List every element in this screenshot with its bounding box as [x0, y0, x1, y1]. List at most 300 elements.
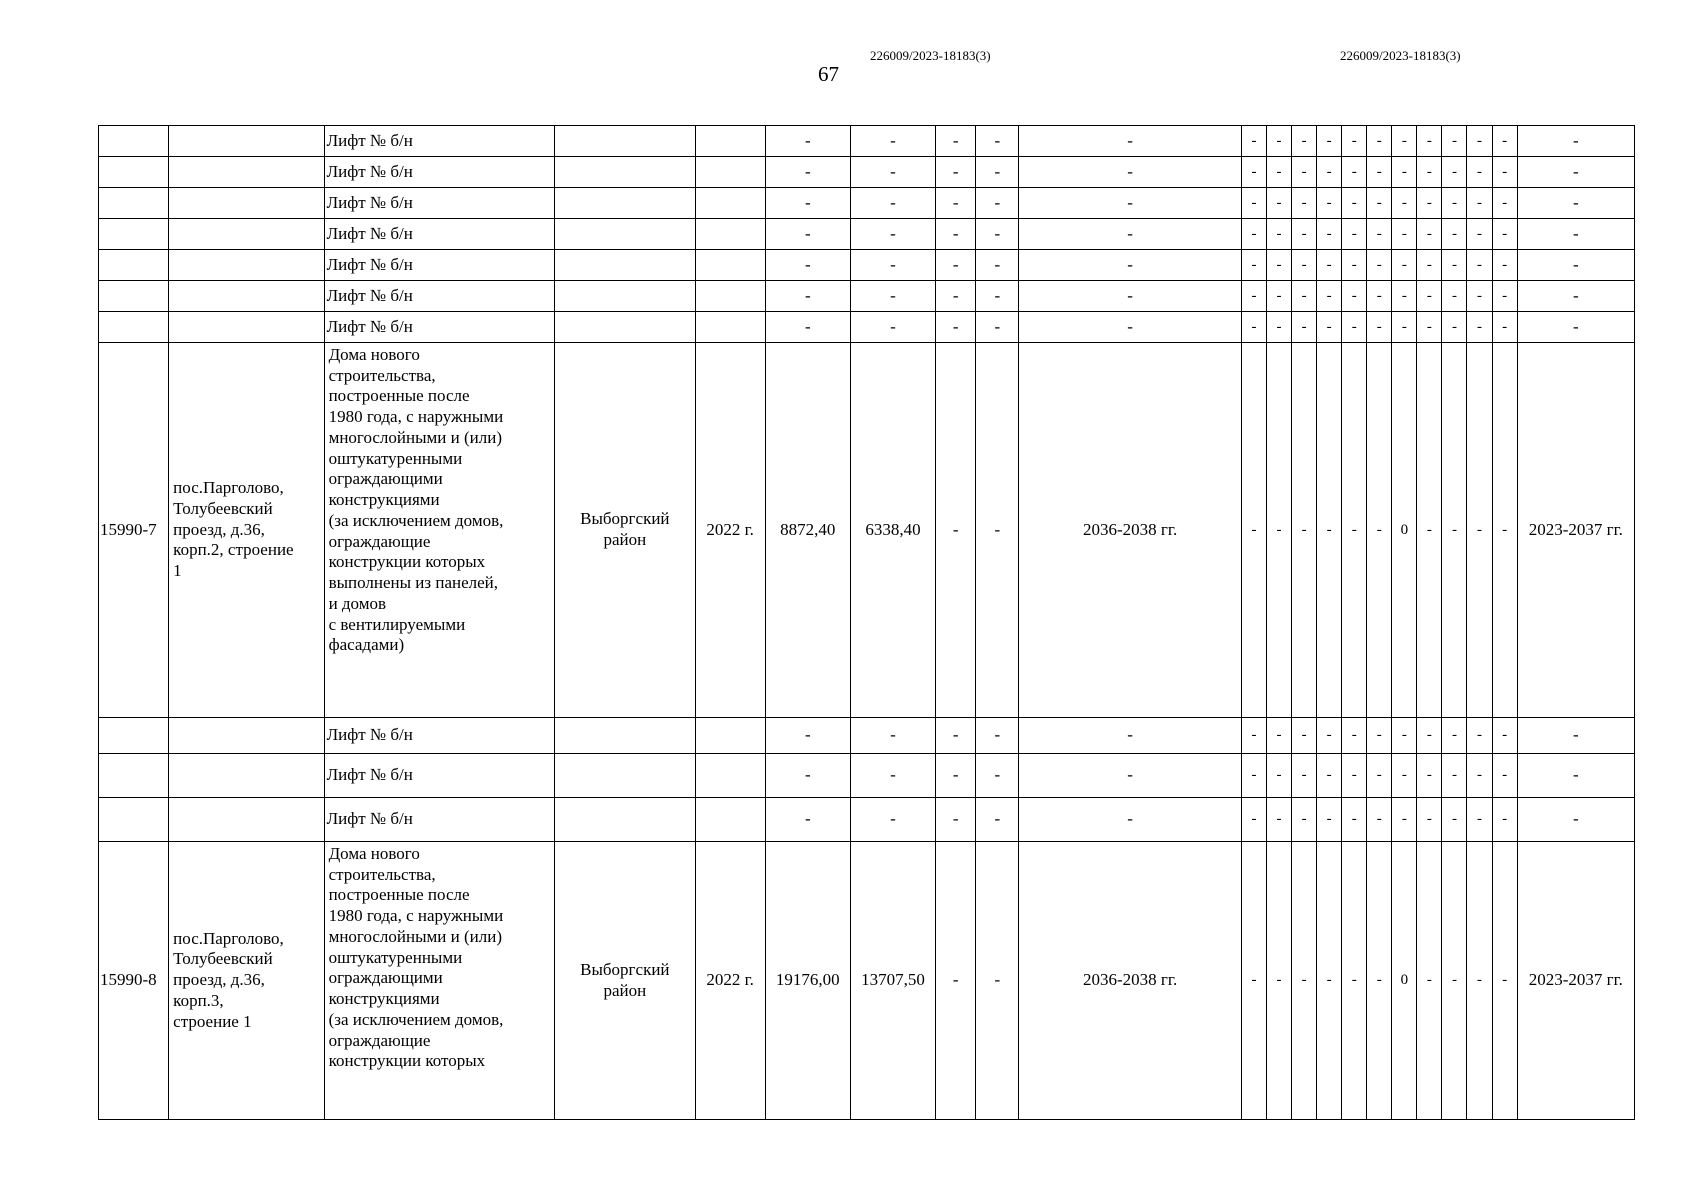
flag-cell: -: [1392, 126, 1417, 157]
area-total-cell: -: [765, 718, 850, 754]
district-cell: [555, 250, 695, 281]
area-living-cell: -: [850, 312, 935, 343]
lift-row: [99, 188, 1635, 219]
flag-cell: -: [1342, 718, 1367, 754]
id-cell: [99, 754, 169, 798]
col-d-cell: -: [976, 798, 1019, 842]
lift-row: [99, 718, 1635, 754]
area-total-cell: -: [765, 188, 850, 219]
flag-cell: -: [1292, 188, 1317, 219]
flag-cell: -: [1317, 842, 1342, 1120]
building-row: [99, 343, 1635, 718]
flag-cell: -: [1342, 219, 1367, 250]
lift-label: Лифт № б/н: [324, 718, 555, 754]
flag-cell: -: [1492, 281, 1517, 312]
flag-cell: -: [1367, 126, 1392, 157]
flag-cell: -: [1492, 312, 1517, 343]
flag-cell: -: [1317, 250, 1342, 281]
address-cell: [169, 754, 324, 798]
flag-cell: -: [1417, 312, 1442, 343]
id-cell: [99, 798, 169, 842]
flag-cell: -: [1241, 126, 1266, 157]
house-type-line: конструкции которых: [328, 1051, 486, 1071]
area-living-cell: -: [850, 281, 935, 312]
flag-cell: -: [1342, 250, 1367, 281]
flag-cell: -: [1342, 126, 1367, 157]
col-d-cell: -: [976, 718, 1019, 754]
range-cell: 2036-2038 гг.: [1019, 343, 1242, 718]
area-total-cell: -: [765, 312, 850, 343]
col-c-cell: -: [936, 219, 976, 250]
address-line: 1: [173, 561, 182, 581]
flag-cell: -: [1442, 798, 1467, 842]
house-type-line: конструкциями: [328, 490, 440, 510]
range-cell: -: [1019, 126, 1242, 157]
address-line: строение 1: [173, 1011, 252, 1031]
flag-cell: -: [1292, 126, 1317, 157]
flag-cell: -: [1241, 754, 1266, 798]
flag-cell: -: [1467, 343, 1492, 718]
flag-cell: -: [1442, 250, 1467, 281]
register-table-body: [99, 126, 1635, 1120]
range-cell: -: [1019, 798, 1242, 842]
flag-cell: -: [1317, 718, 1342, 754]
year-cell: [695, 126, 765, 157]
flag-cell: -: [1241, 312, 1266, 343]
district-cell: [555, 188, 695, 219]
year-cell: [695, 250, 765, 281]
flag-cell: -: [1417, 126, 1442, 157]
address-line: пос.Парголово,: [173, 928, 284, 948]
year-cell: [695, 281, 765, 312]
col-c-cell: -: [936, 718, 976, 754]
range-cell: -: [1019, 718, 1242, 754]
flag-cell: -: [1417, 281, 1442, 312]
flag-cell: -: [1266, 718, 1291, 754]
lift-label: Лифт № б/н: [324, 798, 555, 842]
flag-cell: -: [1417, 219, 1442, 250]
house-type-line: конструкции которых: [328, 552, 486, 572]
col-c-cell: -: [936, 188, 976, 219]
flag-cell: -: [1266, 250, 1291, 281]
flag-cell: -: [1367, 312, 1392, 343]
col-d-cell: -: [976, 188, 1019, 219]
col-d-cell: -: [976, 250, 1019, 281]
flag-cell: -: [1367, 798, 1392, 842]
flag-cell: -: [1467, 754, 1492, 798]
flag-cell: -: [1342, 754, 1367, 798]
flag-cell: -: [1241, 798, 1266, 842]
district-cell: [555, 842, 695, 1120]
area-living-cell: -: [850, 250, 935, 281]
flag-cell: -: [1317, 219, 1342, 250]
flag-cell: -: [1392, 754, 1417, 798]
flag-cell: -: [1467, 798, 1492, 842]
flag-cell: -: [1417, 157, 1442, 188]
flag-cell: -: [1492, 188, 1517, 219]
period-cell: 2023-2037 гг.: [1517, 343, 1634, 718]
flag-cell: -: [1317, 312, 1342, 343]
flag-cell: -: [1266, 798, 1291, 842]
range-cell: -: [1019, 188, 1242, 219]
flag-cell: -: [1492, 798, 1517, 842]
flag-cell: -: [1292, 219, 1317, 250]
flag-cell: -: [1467, 312, 1492, 343]
flag-cell: -: [1266, 126, 1291, 157]
flag-cell: -: [1442, 281, 1467, 312]
lift-row: [99, 157, 1635, 188]
flag-cell: -: [1367, 343, 1392, 718]
building-address: [169, 842, 324, 1120]
address-cell: [169, 188, 324, 219]
id-cell: [99, 188, 169, 219]
lift-label: Лифт № б/н: [324, 157, 555, 188]
flag-cell: -: [1317, 126, 1342, 157]
flag-cell: -: [1317, 343, 1342, 718]
col-d-cell: -: [976, 219, 1019, 250]
id-cell: [99, 157, 169, 188]
house-type-line: конструкциями: [328, 989, 440, 1009]
flag-cell: -: [1266, 219, 1291, 250]
address-line: пос.Парголово,: [173, 478, 284, 498]
address-line: проезд, д.36,: [173, 519, 265, 539]
period-cell: -: [1517, 754, 1634, 798]
flag-cell: -: [1317, 754, 1342, 798]
flag-cell: -: [1442, 188, 1467, 219]
flag-cell: -: [1492, 842, 1517, 1120]
period-cell: -: [1517, 281, 1634, 312]
area-total-cell: -: [765, 157, 850, 188]
year-cell: 2022 г.: [695, 842, 765, 1120]
period-cell: -: [1517, 157, 1634, 188]
house-type-line: (за исключением домов,: [328, 1009, 504, 1029]
address-line: корп.2, строение: [173, 540, 294, 560]
flag-cell: -: [1467, 126, 1492, 157]
house-type-line: (за исключением домов,: [328, 510, 504, 530]
col-d-cell: -: [976, 312, 1019, 343]
flag-cell: -: [1467, 219, 1492, 250]
period-cell: 2023-2037 гг.: [1517, 842, 1634, 1120]
address-cell: [169, 250, 324, 281]
house-type-line: Дома нового: [328, 345, 420, 364]
flag-cell: -: [1392, 219, 1417, 250]
address-line: проезд, д.36,: [173, 970, 265, 990]
area-living-cell: -: [850, 718, 935, 754]
range-cell: 2036-2038 гг.: [1019, 842, 1242, 1120]
flag-cell: -: [1241, 343, 1266, 718]
flag-cell: -: [1467, 718, 1492, 754]
period-cell: -: [1517, 188, 1634, 219]
flag-cell: -: [1241, 219, 1266, 250]
house-type-line: фасадами): [328, 635, 405, 655]
flag-cell: -: [1467, 188, 1492, 219]
flag-cell: -: [1442, 718, 1467, 754]
id-cell: [99, 718, 169, 754]
address-cell: [169, 312, 324, 343]
flag-cell: -: [1317, 798, 1342, 842]
flag-cell: -: [1317, 188, 1342, 219]
flag-cell: -: [1392, 250, 1417, 281]
lift-row: [99, 798, 1635, 842]
house-type-line: многослойными и (или): [328, 926, 502, 946]
flag-cell: -: [1417, 188, 1442, 219]
lift-row: [99, 754, 1635, 798]
flag-cell: -: [1392, 312, 1417, 343]
id-cell: [99, 250, 169, 281]
flag-cell: -: [1367, 157, 1392, 188]
house-type-line: 1980 года, с наружными: [328, 407, 504, 427]
address-line: Толубеевский: [173, 949, 273, 969]
flag-cell: -: [1442, 157, 1467, 188]
area-living-cell: -: [850, 798, 935, 842]
building-id: 15990-7: [99, 343, 169, 718]
area-total-cell: 19176,00: [765, 842, 850, 1120]
district-cell: [555, 312, 695, 343]
address-cell: [169, 126, 324, 157]
flag-cell: -: [1342, 281, 1367, 312]
flag-cell: -: [1442, 754, 1467, 798]
flag-cell: -: [1241, 157, 1266, 188]
year-cell: 2022 г.: [695, 343, 765, 718]
page-number: 67: [818, 62, 839, 86]
col-c-cell: -: [936, 281, 976, 312]
house-type-line: с вентилируемыми: [328, 614, 466, 634]
flag-cell: -: [1492, 157, 1517, 188]
flag-cell: -: [1392, 157, 1417, 188]
house-type-line: многослойными и (или): [328, 427, 502, 447]
flag-cell: -: [1342, 188, 1367, 219]
period-cell: -: [1517, 718, 1634, 754]
flag-cell: -: [1292, 343, 1317, 718]
house-type: [324, 842, 555, 1120]
flag-cell: -: [1417, 718, 1442, 754]
flag-cell: -: [1266, 312, 1291, 343]
col-d-cell: -: [976, 842, 1019, 1120]
area-total-cell: -: [765, 281, 850, 312]
house-type: [324, 343, 555, 718]
area-living-cell: 13707,50: [850, 842, 935, 1120]
area-total-cell: -: [765, 126, 850, 157]
flag-cell: -: [1417, 343, 1442, 718]
flag-cell: -: [1342, 157, 1367, 188]
address-line: Толубеевский: [173, 498, 273, 518]
lift-label: Лифт № б/н: [324, 126, 555, 157]
lift-row: [99, 281, 1635, 312]
flag-cell: -: [1266, 754, 1291, 798]
flag-cell: -: [1492, 343, 1517, 718]
year-cell: [695, 798, 765, 842]
lift-label: Лифт № б/н: [324, 250, 555, 281]
house-type-line: строительства,: [328, 864, 436, 884]
flag-cell: -: [1292, 250, 1317, 281]
area-total-cell: -: [765, 219, 850, 250]
flag-cell: -: [1467, 250, 1492, 281]
address-cell: [169, 281, 324, 312]
range-cell: -: [1019, 312, 1242, 343]
district-cell: [555, 718, 695, 754]
area-living-cell: -: [850, 126, 935, 157]
flag-cell: -: [1367, 754, 1392, 798]
area-living-cell: -: [850, 188, 935, 219]
lift-row: [99, 312, 1635, 343]
year-cell: [695, 219, 765, 250]
year-cell: [695, 312, 765, 343]
flag-cell: -: [1367, 188, 1392, 219]
registration-number-right: 226009/2023-18183(3): [1340, 48, 1461, 63]
area-total-cell: -: [765, 754, 850, 798]
col-c-cell: -: [936, 798, 976, 842]
flag-cell: -: [1367, 219, 1392, 250]
house-type-line: строительства,: [328, 365, 436, 385]
flag-cell: -: [1492, 126, 1517, 157]
house-type-line: 1980 года, с наружными: [328, 906, 504, 926]
house-type-line: ограждающими: [328, 469, 443, 489]
col-c-cell: -: [936, 343, 976, 718]
house-type-line: построенные после: [328, 885, 470, 905]
flag-cell: -: [1241, 842, 1266, 1120]
flag-cell: -: [1342, 312, 1367, 343]
flag-cell: -: [1392, 718, 1417, 754]
building-address: [169, 343, 324, 718]
flag-cell: -: [1367, 718, 1392, 754]
col-d-cell: -: [976, 281, 1019, 312]
district-line: район: [603, 980, 647, 1000]
flag-cell: -: [1492, 250, 1517, 281]
col-c-cell: -: [936, 157, 976, 188]
flag-cell: -: [1241, 250, 1266, 281]
house-type-line: оштукатуренными: [328, 448, 463, 468]
flag-cell: -: [1367, 842, 1392, 1120]
lift-row: [99, 250, 1635, 281]
flag-cell: -: [1292, 798, 1317, 842]
house-type-line: и домов: [328, 593, 387, 613]
flag-cell: 0: [1392, 842, 1417, 1120]
address-cell: [169, 718, 324, 754]
col-c-cell: -: [936, 754, 976, 798]
lift-row: [99, 219, 1635, 250]
lift-label: Лифт № б/н: [324, 219, 555, 250]
flag-cell: -: [1492, 718, 1517, 754]
flag-cell: -: [1492, 219, 1517, 250]
flag-cell: -: [1442, 219, 1467, 250]
house-type-line: построенные после: [328, 386, 470, 406]
flag-cell: -: [1417, 754, 1442, 798]
period-cell: -: [1517, 250, 1634, 281]
register-table: [98, 125, 1635, 1120]
district-cell: [555, 343, 695, 718]
flag-cell: -: [1442, 126, 1467, 157]
year-cell: [695, 718, 765, 754]
flag-cell: -: [1292, 718, 1317, 754]
district-line: Выборгский: [580, 509, 670, 529]
flag-cell: -: [1317, 157, 1342, 188]
flag-cell: -: [1417, 842, 1442, 1120]
flag-cell: -: [1241, 281, 1266, 312]
flag-cell: -: [1392, 281, 1417, 312]
flag-cell: -: [1317, 281, 1342, 312]
year-cell: [695, 188, 765, 219]
flag-cell: -: [1467, 281, 1492, 312]
registration-number-left: 226009/2023-18183(3): [870, 48, 991, 63]
flag-cell: -: [1266, 842, 1291, 1120]
period-cell: -: [1517, 219, 1634, 250]
flag-cell: -: [1241, 188, 1266, 219]
address-cell: [169, 219, 324, 250]
period-cell: -: [1517, 126, 1634, 157]
house-type-line: выполнены из панелей,: [328, 573, 499, 593]
area-total-cell: -: [765, 250, 850, 281]
flag-cell: -: [1392, 798, 1417, 842]
flag-cell: -: [1392, 188, 1417, 219]
col-d-cell: -: [976, 754, 1019, 798]
flag-cell: 0: [1392, 343, 1417, 718]
flag-cell: -: [1417, 798, 1442, 842]
id-cell: [99, 219, 169, 250]
flag-cell: -: [1367, 250, 1392, 281]
flag-cell: -: [1292, 157, 1317, 188]
flag-cell: -: [1266, 188, 1291, 219]
flag-cell: -: [1292, 842, 1317, 1120]
col-d-cell: -: [976, 157, 1019, 188]
id-cell: [99, 312, 169, 343]
lift-label: Лифт № б/н: [324, 188, 555, 219]
lift-row: [99, 126, 1635, 157]
id-cell: [99, 126, 169, 157]
id-cell: [99, 281, 169, 312]
range-cell: -: [1019, 754, 1242, 798]
col-c-cell: -: [936, 312, 976, 343]
flag-cell: -: [1492, 754, 1517, 798]
flag-cell: -: [1266, 157, 1291, 188]
address-cell: [169, 798, 324, 842]
col-d-cell: -: [976, 343, 1019, 718]
flag-cell: -: [1292, 312, 1317, 343]
flag-cell: -: [1342, 842, 1367, 1120]
lift-label: Лифт № б/н: [324, 312, 555, 343]
house-type-line: Дома нового: [328, 844, 420, 863]
range-cell: -: [1019, 157, 1242, 188]
house-type-line: ограждающие: [328, 531, 431, 551]
flag-cell: -: [1342, 343, 1367, 718]
flag-cell: -: [1467, 842, 1492, 1120]
flag-cell: -: [1266, 281, 1291, 312]
flag-cell: -: [1442, 312, 1467, 343]
building-row: [99, 842, 1635, 1120]
flag-cell: -: [1342, 798, 1367, 842]
building-id: 15990-8: [99, 842, 169, 1120]
house-type-line: оштукатуренными: [328, 947, 463, 967]
range-cell: -: [1019, 281, 1242, 312]
house-type-line: ограждающими: [328, 968, 443, 988]
year-cell: [695, 754, 765, 798]
area-living-cell: -: [850, 157, 935, 188]
flag-cell: -: [1467, 157, 1492, 188]
district-cell: [555, 157, 695, 188]
district-line: Выборгский: [580, 959, 670, 979]
area-total-cell: -: [765, 798, 850, 842]
flag-cell: -: [1442, 343, 1467, 718]
range-cell: -: [1019, 250, 1242, 281]
area-living-cell: -: [850, 754, 935, 798]
district-line: район: [603, 530, 647, 549]
address-cell: [169, 157, 324, 188]
period-cell: -: [1517, 312, 1634, 343]
range-cell: -: [1019, 219, 1242, 250]
flag-cell: -: [1442, 842, 1467, 1120]
district-cell: [555, 126, 695, 157]
flag-cell: -: [1417, 250, 1442, 281]
col-c-cell: -: [936, 126, 976, 157]
